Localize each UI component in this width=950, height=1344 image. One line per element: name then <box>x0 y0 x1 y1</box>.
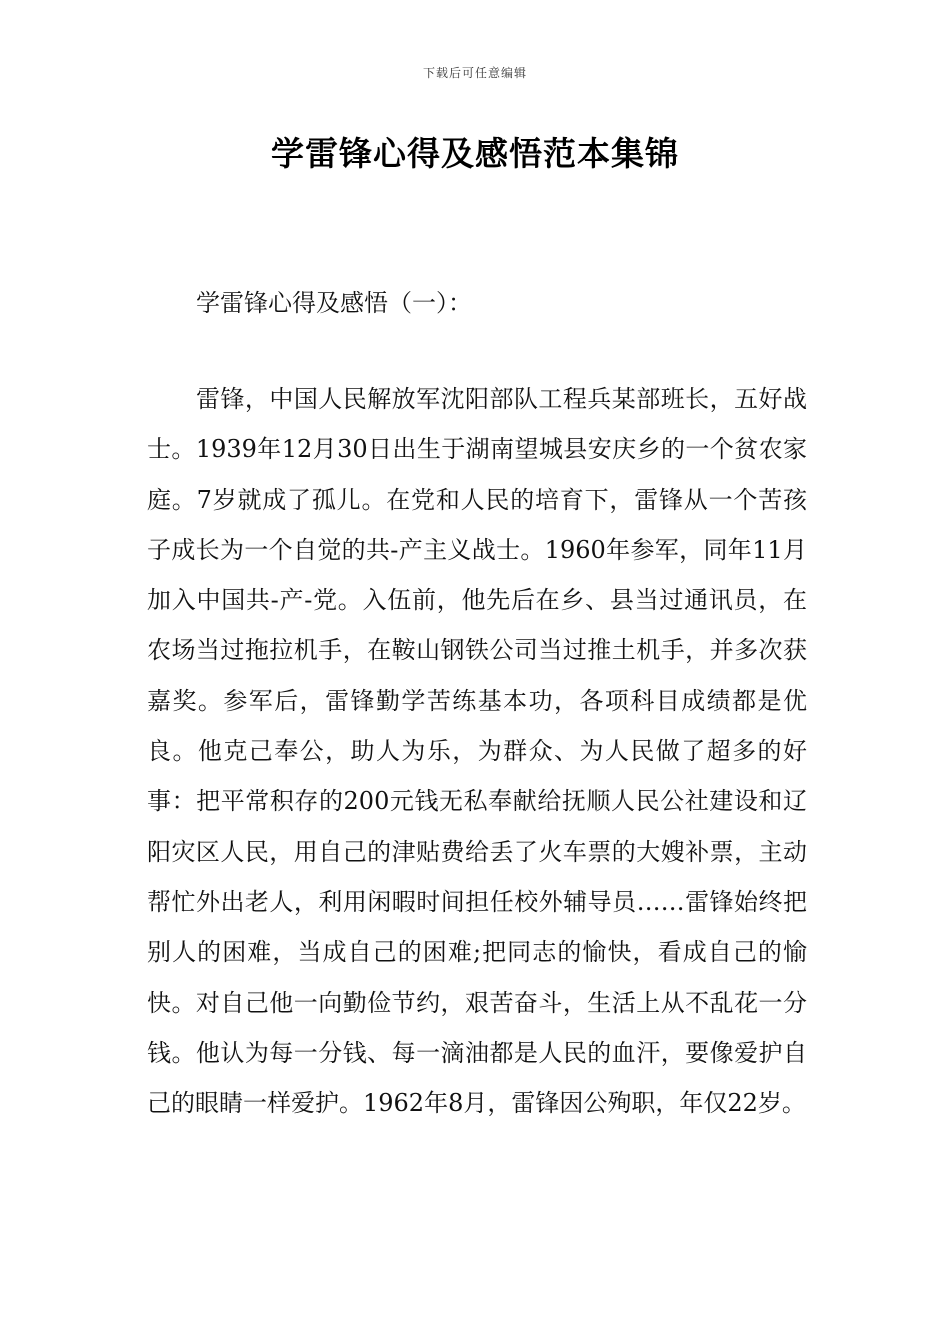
document-title: 学雷锋心得及感悟范本集锦 <box>271 134 679 173</box>
header-note: 下载后可任意编辑 <box>422 66 527 80</box>
body-paragraph: 雷锋，中国人民解放军沈阳部队工程兵某部班长，五好战士。1939年12月30日出生于湖南望城县安庆乡的一个贫农家庭。7岁就成了孤儿。在党和人民的培育下，雷锋从一个苦孩子成长为一个自觉的共-产主义战士。1960年参军，同年11月加入中国共-产-党。入伍前，他先后在乡、县当过通讯员，在农场当过拖拉机手，在鞍山钢铁公司当过推土机手，并多次获嘉奖。参军后，雷锋勤学苦练基本功，各项科目成绩都是优良。他克己奉公，助人为乐，为群众、为人民做了超多的好事：把平常积存的200元钱无私奉献给抚顺人民公社建设和辽阳灾区人民，用自己的津贴费给丢了火车票的大嫂补票，主动帮忙外出老人，利用闲暇时间担任校外辅导员……雷锋始终把别人的困难，当成自己的困难;把同志的愉快，看成自己的愉快。对自己他一向勤俭节约，艰苦奋斗，生活上从不乱花一分钱。他认为每一分钱、每一滴油都是人民的血汗，要像爱护自己的眼睛一样爱护。1962年8月，雷锋因公殉职，年仅22岁。 <box>147 385 807 1118</box>
section-heading: 学雷锋心得及感悟（一）： <box>196 289 472 317</box>
